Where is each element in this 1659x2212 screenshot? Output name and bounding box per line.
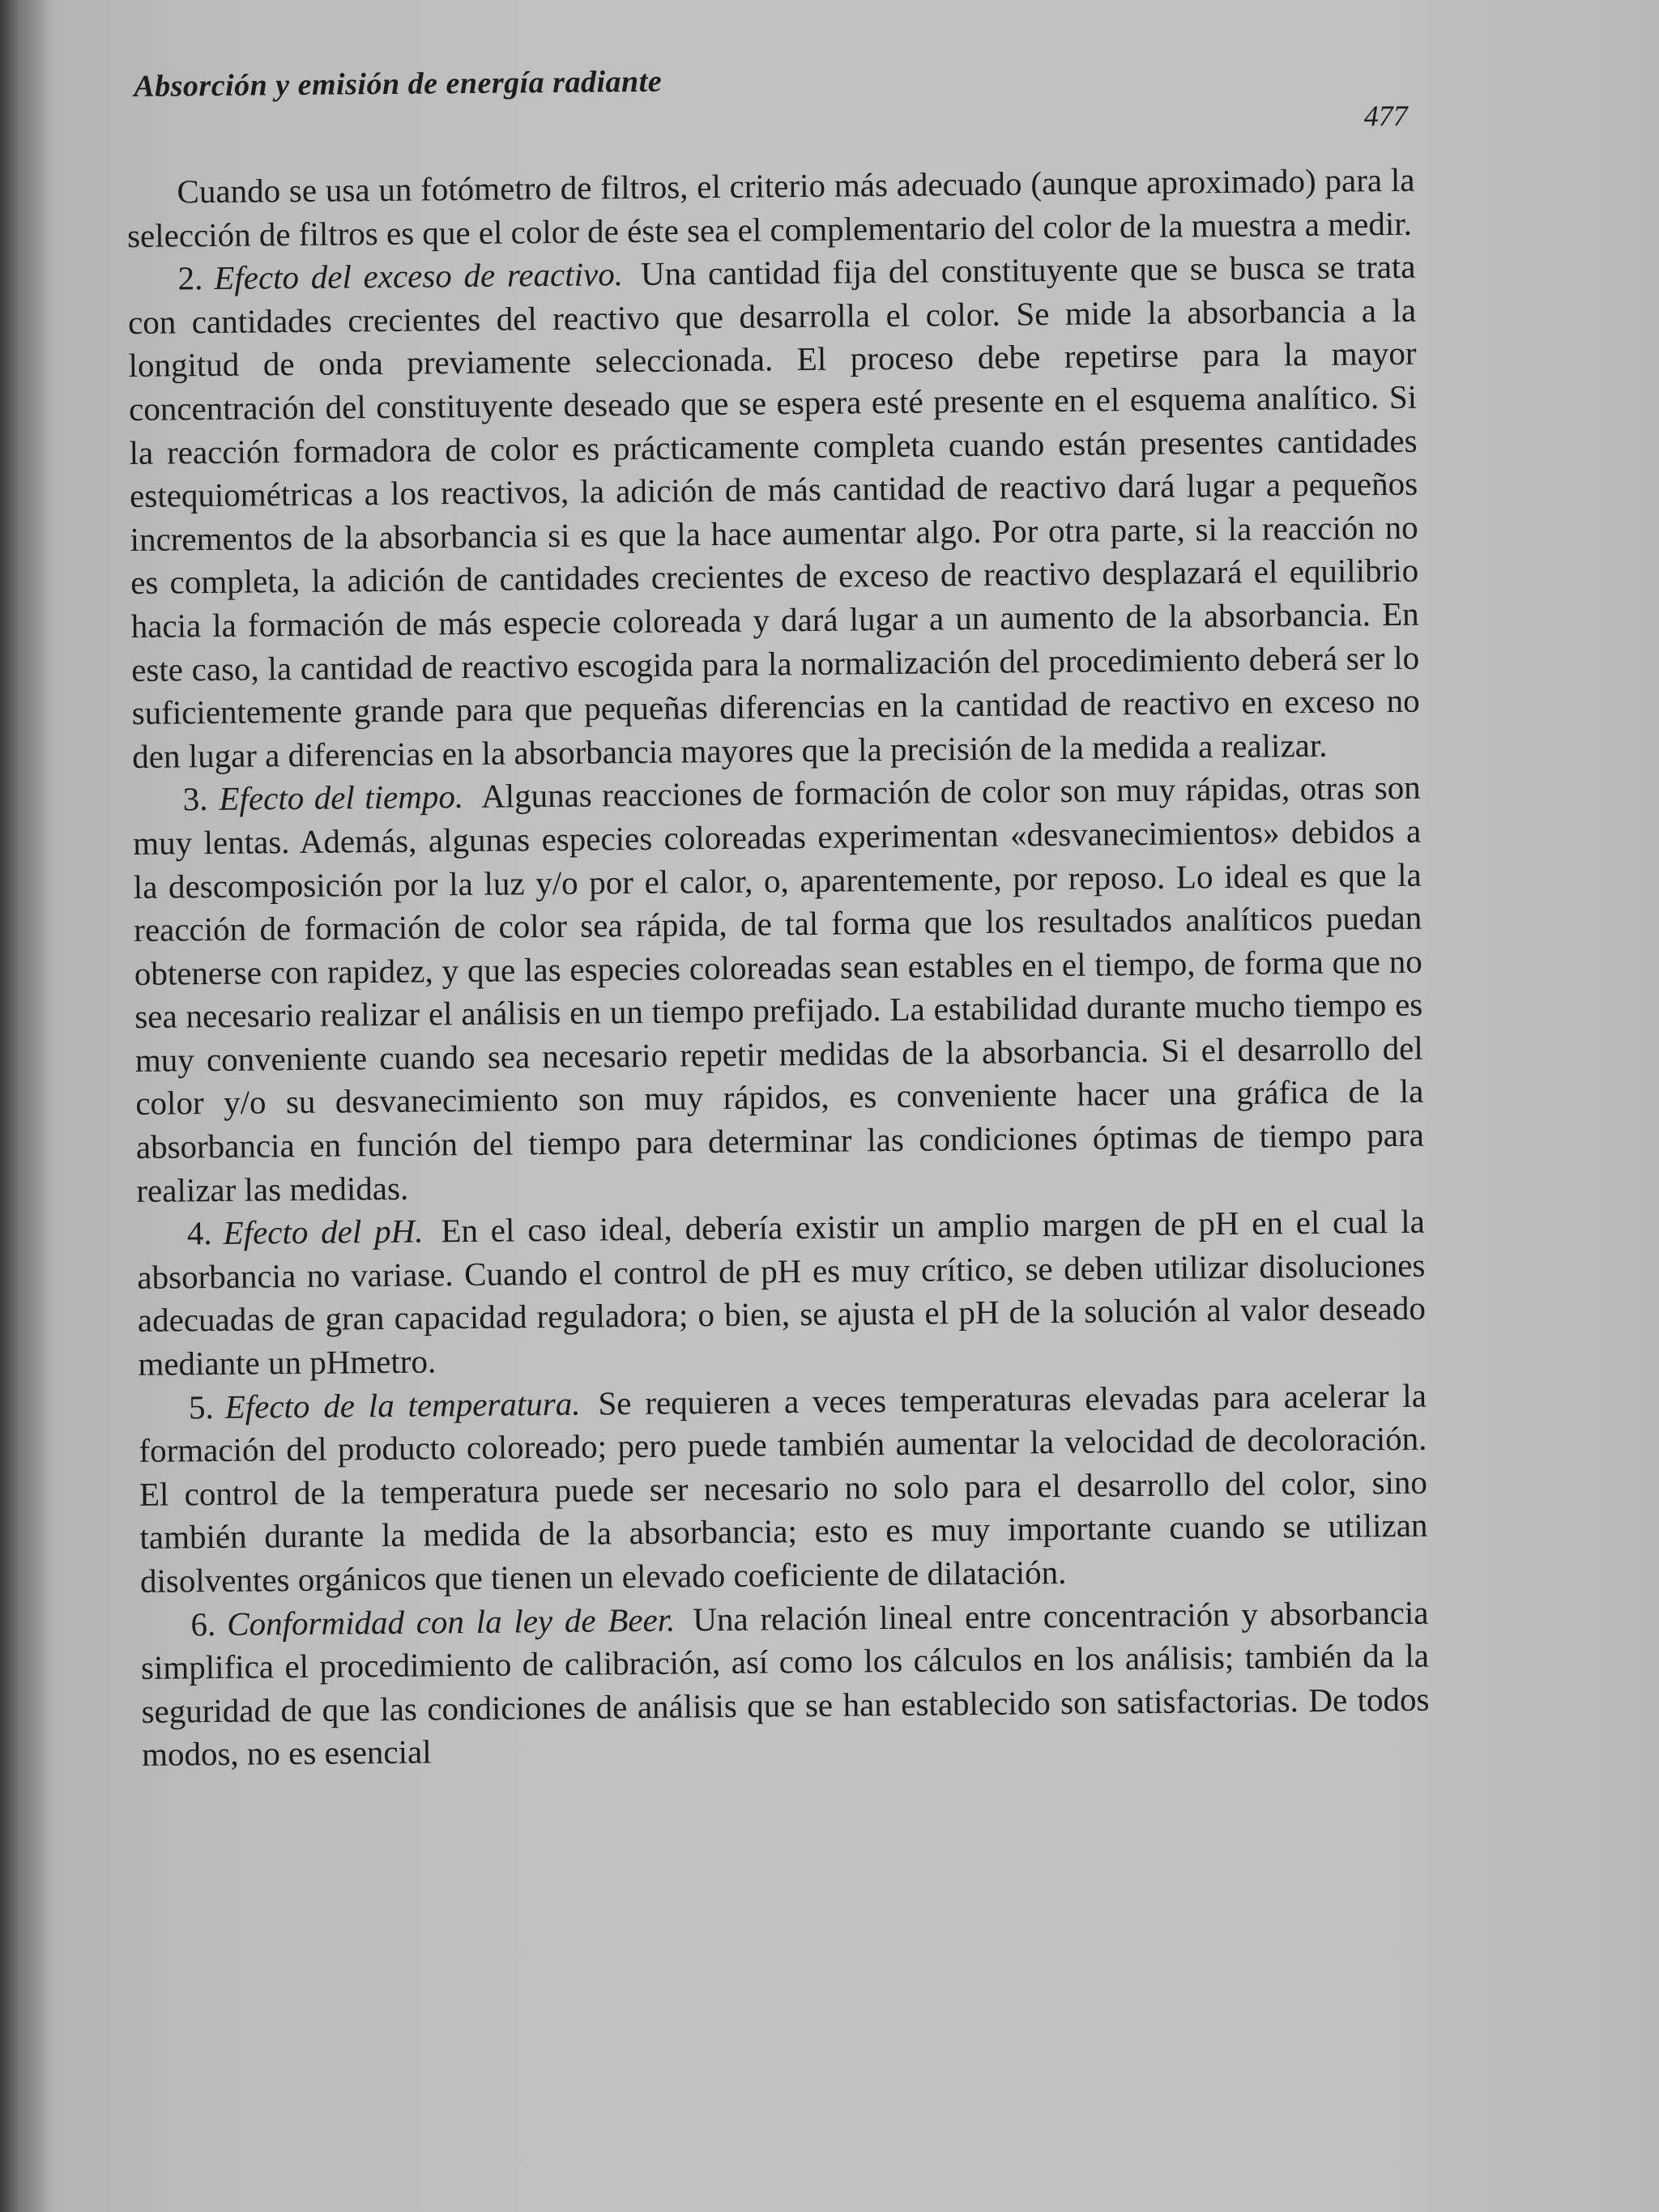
paragraph-text: Una cantidad fija del constituyente que se busca se trata con cantidades crecientes del reactivo que desarrolla el color. Se mide la absorbancia a la longitud de onda previamente seleccionada. El proceso debe repetirse para la mayor concentración del constituyente deseado que se espera esté presente en el esquema analítico. Si la reacción formadora de color es prácticamente completa cuando están presentes cantidades estequiométricas a los reactivos, la adición de más cantidad de reactivo dará lugar a pequeños incrementos de la absorbancia si es que la hace aumentar algo. Por otra parte, si la reacción no es completa, la adición de cantidades crecientes de exceso de reactivo desplazará el equilibrio hacia la formación de más especie coloreada y dará lugar a un aumento de la absorbancia. En este caso, la cantidad de reactivo escogida para la normalización del procedimiento deberá ser lo suficientemente grande para que pequeñas diferencias en la cantidad de reactivo en exceso no den lugar a diferencias en la absorbancia mayores que la precisión de la medida a realizar. [127,247,1420,775]
item-number: 2. [177,259,203,297]
paragraph-item-6 [140,1591,1430,1777]
item-heading: Efecto del tiempo. [219,778,464,818]
item-heading: Efecto del pH. [223,1212,424,1252]
body-text [126,159,1430,1777]
item-number: 4. [186,1214,212,1252]
item-heading: Efecto de la temperatura. [224,1384,581,1426]
paragraph-text: Cuando se usa un fotómetro de filtros, el criterio más adecuado (aunque aproximado) para la selección de filtros es que el color de éste sea el complementario del color de la muestra a medir. [126,160,1415,254]
paragraph-text: Una relación lineal entre concentración y absorbancia simplifica el procedimiento de calibración, así como los cálculos en los análisis; también da la seguridad de que las condiciones de análisis que se han establecido son satisfactorias. De todos modos, no es esencial [140,1593,1430,1774]
paragraph-text: Se requieren a veces temperaturas elevadas para acelerar la formación del producto coloreado; pero puede también aumentar la velocidad de decoloración. El control de la temperatura puede ser necesario no solo para el desarrollo del color, sino también durante la medida de la absorbancia; esto es muy importante cuando se utilizan disolventes orgánicos que tienen un elevado coeficiente de dilatación. [139,1376,1428,1600]
item-heading: Conformidad con la ley de Beer. [227,1600,676,1643]
paragraph-item-5 [139,1374,1428,1603]
item-heading: Efecto del exceso de reactivo. [214,255,624,297]
running-head [126,49,1414,133]
page-gutter-shadow [0,0,49,2212]
page-number: 477 [1363,99,1408,133]
paragraph-text: Algunas reacciones de formación de color son muy rápidas, otras son muy lentas. Además, algunas especies coloreadas experimentan «desvanecimientos» debidos a la descomposición por la luz y/o por el calor, o, aparentemente, por reposo. Lo ideal es que la reacción de formación de color sea rápida, de tal forma que los resultados analíticos puedan obtenerse con rapidez, y que las especies coloreadas sean estables en el tiempo, de forma que no sea necesario realizar el análisis en un tiempo prefijado. La estabilidad durante mucho tiempo es muy conveniente cuando sea necesario repetir medidas de la absorbancia. Si el desarrollo del color y/o su desvanecimiento son muy rápidos, es conveniente hacer una gráfica de la absorbancia en función del tiempo para determinar las condiciones óptimas de tiempo para realizar las medidas. [133,769,1425,1209]
text-block [126,49,1430,1777]
paragraph-text: En el caso ideal, debería existir un amplio margen de pH en el cual la absorbancia no variase. Cuando el control de pH es muy crítico, se deben utilizar disoluciones adecuadas de gran capacidad reguladora; o bien, se ajusta el pH de la solución al valor deseado mediante un pHmetro. [137,1202,1427,1383]
paragraph-intro [126,159,1415,258]
item-number: 6. [190,1605,216,1643]
paragraph-item-4 [137,1200,1427,1387]
paragraph-item-3 [133,766,1425,1213]
running-title: Absorción y emisión de energía radiante [134,64,663,104]
item-number: 5. [188,1387,214,1426]
paragraph-item-2 [127,245,1420,778]
item-number: 3. [182,780,208,818]
